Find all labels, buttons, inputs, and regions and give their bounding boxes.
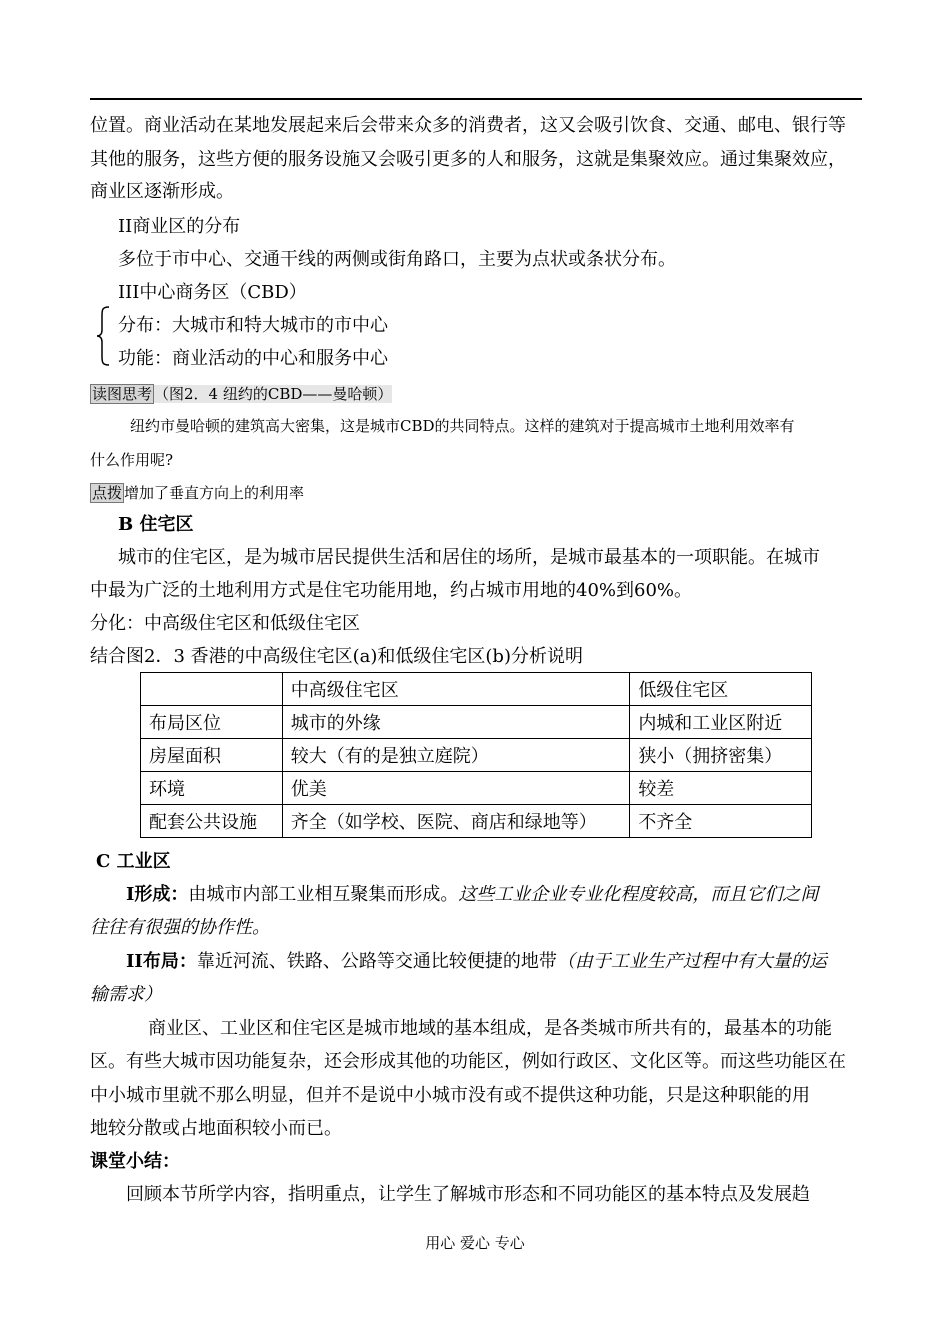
- layout-label: II布局：: [126, 951, 197, 972]
- cbd-function: 功能：商业活动的中心和服务中心: [118, 348, 388, 369]
- layout-row: [126, 950, 827, 974]
- page-footer: 用心 爱心 专心: [425, 1234, 525, 1252]
- class-summary-heading: 课堂小结：: [90, 1151, 180, 1172]
- figure-caption: （图2．4 纽约的CBD——曼哈顿）: [154, 385, 393, 403]
- industrial-heading: C 工业区: [96, 851, 171, 872]
- cbd-heading: III中心商务区（CBD）: [118, 282, 307, 303]
- paragraph-line: 其他的服务，这些方便的服务设施又会吸引更多的人和服务，这就是集聚效应。通过集聚效应，: [90, 149, 846, 170]
- table-cell: 狭小（拥挤密集）: [630, 739, 812, 772]
- formation-italic: 往往有很强的协作性。: [90, 917, 270, 938]
- formation-italic: 这些工业企业专业化程度较高，而且它们之间: [458, 884, 819, 905]
- paragraph-line: 区。有些大城市因功能复杂，还会形成其他的功能区，例如行政区、文化区等。而这些功能区在: [90, 1051, 846, 1072]
- table-cell: 内城和工业区附近: [630, 706, 812, 739]
- class-summary-text: 回顾本节所学内容，指明重点，让学生了解城市形态和不同功能区的基本特点及发展趋: [126, 1184, 810, 1205]
- table-cell: 布局区位: [141, 706, 283, 739]
- table-row: [141, 706, 812, 739]
- table-cell: 齐全（如学校、医院、商店和绿地等）: [282, 805, 630, 838]
- table-row: [141, 772, 812, 805]
- formation-row: [126, 883, 818, 907]
- paragraph-line: 位置。商业活动在某地发展起来后会带来众多的消费者，这又会吸引饮食、交通、邮电、银行等: [90, 115, 846, 136]
- table-header: 中高级住宅区: [282, 673, 630, 706]
- table-cell: 环境: [141, 772, 283, 805]
- table-cell: [141, 673, 283, 706]
- paragraph-line: 商业区逐渐形成。: [90, 181, 234, 202]
- brace-icon: [96, 306, 110, 366]
- header-rule: [90, 98, 862, 100]
- paragraph-line: 中最为广泛的土地利用方式是住宅功能用地，约占城市用地的40%到60%。: [90, 580, 693, 601]
- table-header-row: [141, 673, 812, 706]
- table-cell: 城市的外缘: [282, 706, 630, 739]
- table-row: [141, 805, 812, 838]
- housing-comparison-table: [140, 672, 812, 838]
- table-row: [141, 739, 812, 772]
- paragraph-line: 中小城市里就不那么明显，但并不是说中小城市没有或不提供这种功能，只是这种职能的用: [90, 1085, 810, 1106]
- table-cell: 较大（有的是独立庭院）: [282, 739, 630, 772]
- hint-row: [90, 481, 304, 505]
- paragraph-line: 地较分散或占地面积较小而已。: [90, 1118, 342, 1139]
- section-heading: II商业区的分布: [118, 216, 241, 237]
- layout-text: 靠近河流、铁路、公路等交通比较便捷的地带: [196, 951, 557, 972]
- hint-label: 点拨: [92, 484, 123, 502]
- reading-caption-row: [90, 382, 392, 406]
- cbd-distribution: 分布：大城市和特大城市的市中心: [118, 315, 388, 336]
- table-cell: 较差: [630, 772, 812, 805]
- residential-heading: B 住宅区: [118, 514, 194, 535]
- table-cell: 配套公共设施: [141, 805, 283, 838]
- reading-question: 什么作用呢?: [90, 451, 174, 469]
- table-cell: 不齐全: [630, 805, 812, 838]
- formation-text: 由城市内部工业相互聚集而形成。: [188, 884, 459, 905]
- layout-italic: （由于工业生产过程中有大量的运: [556, 951, 827, 972]
- reading-question: 纽约市曼哈顿的建筑高大密集，这是城市CBD的共同特点。这样的建筑对于提高城市土地利用效率有: [130, 417, 795, 435]
- table-cell: 房屋面积: [141, 739, 283, 772]
- paragraph-line: 商业区、工业区和住宅区是城市地域的基本组成，是各类城市所共有的，最基本的功能: [148, 1018, 832, 1039]
- layout-italic: 输需求）: [90, 984, 162, 1005]
- table-header: 低级住宅区: [630, 673, 812, 706]
- table-cell: 优美: [282, 772, 630, 805]
- paragraph-line: 城市的住宅区，是为城市居民提供生活和居住的场所，是城市最基本的一项职能。在城市: [118, 547, 820, 568]
- hint-text: 增加了垂直方向上的利用率: [124, 484, 305, 502]
- section-text: 多位于市中心、交通干线的两侧或街角路口，主要为点状或条状分布。: [118, 249, 676, 270]
- table-intro: 结合图2．3 香港的中高级住宅区(a)和低级住宅区(b)分析说明: [90, 646, 583, 667]
- division-text: 分化：中高级住宅区和低级住宅区: [90, 613, 360, 634]
- formation-label: I形成：: [126, 884, 189, 905]
- reading-label: 读图思考: [92, 385, 153, 403]
